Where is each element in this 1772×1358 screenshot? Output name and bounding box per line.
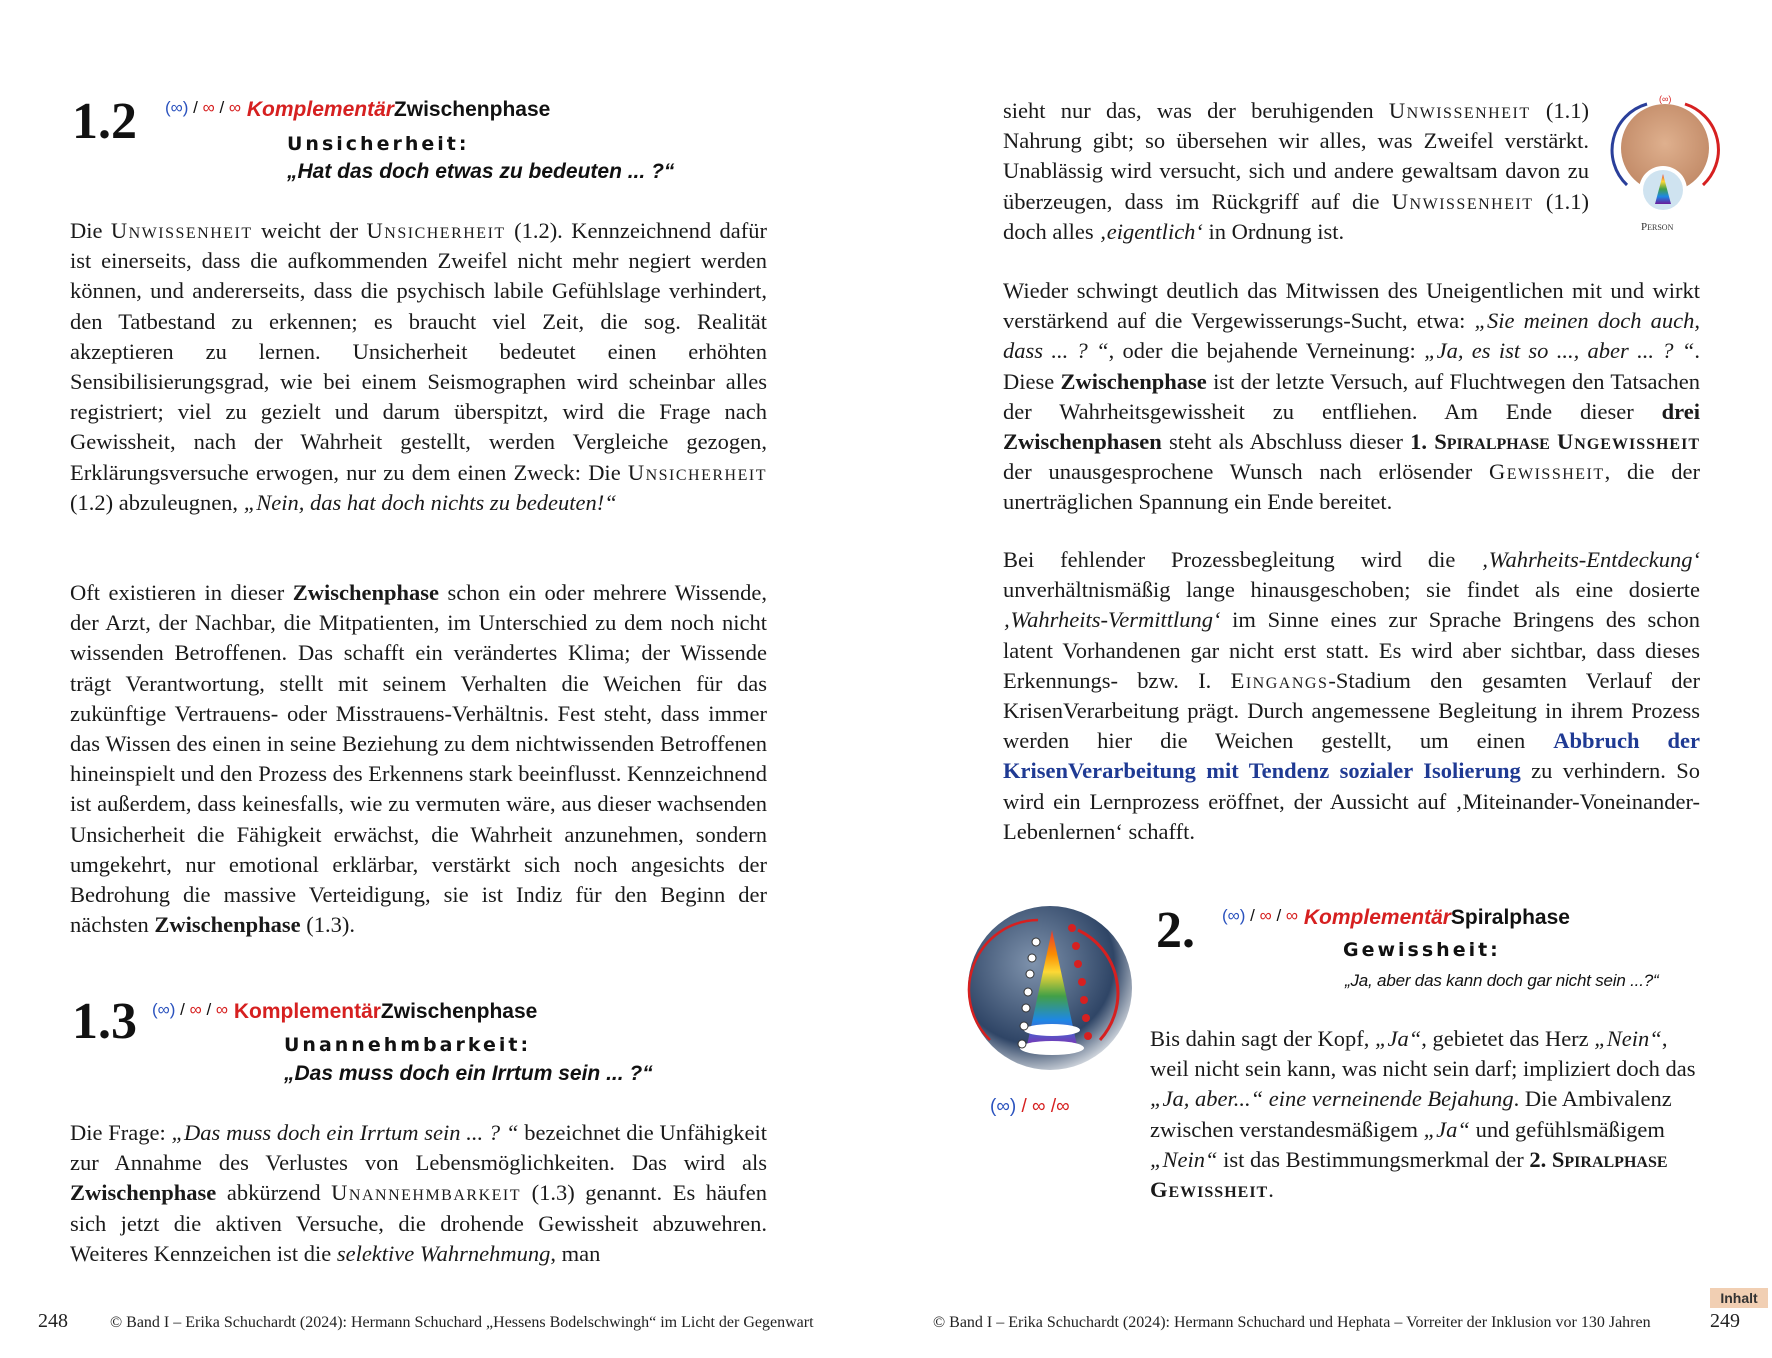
section-heading-line bbox=[1222, 906, 1570, 930]
table-of-contents-button[interactable]: Inhalt bbox=[1710, 1288, 1768, 1308]
komplementar-label: Komplementär bbox=[246, 98, 394, 121]
komplementar-label: Komplementär bbox=[233, 1000, 381, 1023]
person-spiral-icon bbox=[1605, 90, 1725, 240]
phase-question: „Das muss doch ein Irrtum sein ... ?“ bbox=[284, 1062, 653, 1085]
paragraph: sieht nur das, was der beruhigenden Unwissenheit (1.1) Nahrung gibt; so übersehen wir alles, was Zweifel verstärkt. Unablässig wird versucht, sich und andere gewaltsam davon zu überzeugen, dass im Rückgriff auf die Unwissenheit (1.1) doch alles ‚eigentlich‘ in Ordnung ist. bbox=[1003, 98, 1589, 244]
svg-text:(∞): (∞) bbox=[1659, 94, 1672, 104]
komplementar-label: Komplementär bbox=[1303, 906, 1451, 929]
phase-type-label: Zwischenphase bbox=[380, 1000, 538, 1023]
phase-type-label: Zwischenphase bbox=[393, 98, 551, 121]
phase-question: „Hat das doch etwas zu bedeuten ... ?“ bbox=[287, 160, 675, 183]
section-heading-line bbox=[165, 98, 550, 122]
paragraph: Bei fehlender Prozessbegleitung wird die ‚Wahrheits-Entdeckung‘ unverhältnismäßig lange hinausgeschoben; sie findet als eine dosierte ‚Wahrheits-Vermittlung‘ im Sinne eines zur Sprache Bringens des schon latent Vorhandenen gar nicht erst statt. Es wird aber sichtbar, dass dieses Erkennungs- bzw. I. Eingangs-Stadium den gesamten Verlauf der KrisenVerarbeitung prägt. Durch angemessene Begleitung in ihrem Prozess werden hier die Weichen gestellt, um einen Abbruch der KrisenVerarbeitung mit Tendenz sozialer Isolierung zu verhindern. So wird ein Lernprozess eröffnet, der Aussicht auf ‚Miteinander-Voneinander-Lebenlernen‘ schafft. bbox=[1003, 547, 1700, 844]
section-heading-line bbox=[152, 1000, 537, 1024]
section-number: 1.3 bbox=[72, 993, 137, 1050]
phase-title: Unannehmbarkeit: bbox=[284, 1034, 532, 1056]
section-number: 2. bbox=[1156, 902, 1195, 959]
infinity-symbols-icon: (∞) / ∞ / ∞ bbox=[165, 98, 242, 117]
phase-question: „Ja, aber das kann doch gar nicht sein ...?“ bbox=[1345, 971, 1659, 990]
spiral-globe-figure bbox=[960, 900, 1140, 1130]
footer-citation: © Band I – Erika Schuchardt (2024): Hermann Schuchard „Hessens Bodelschwingh“ im Licht der Gegenwart bbox=[110, 1314, 814, 1331]
paragraph: Wieder schwingt deutlich das Mitwissen des Uneigentlichen mit und wirkt verstärkend auf die Vergewisserungs-Sucht, etwa: „Sie meinen doch auch, dass ... ? “, oder die bejahende Verneinung: „Ja, es ist so ..., aber ... ? “. Diese Zwischenphase ist der letzte Versuch, auf Fluchtwegen den Tatsachen der Wahrheitsgewissheit zu entfliehen. Am Ende dieser drei Zwischenphasen steht als Abschluss dieser 1. Spiralphase Ungewissheit der unausgesprochene Wunsch nach erlösender Gewissheit, die der unerträglichen Spannung ein Ende bereitet. bbox=[1003, 278, 1701, 515]
highlight-link-text: Abbruch der KrisenVerarbeitung mit Tendenz sozialer Isolierung bbox=[1003, 728, 1700, 784]
infinity-symbols-icon: (∞) / ∞ / ∞ bbox=[1222, 906, 1299, 925]
page-number: 249 bbox=[1710, 1310, 1740, 1332]
phase-title: Unsicherheit: bbox=[287, 133, 470, 155]
paragraph: Die Unwissenheit weicht der Unsicherheit (1.2). Kennzeichnend dafür ist einerseits, dass die aufkommenden Zweifel nicht mehr negiert werden können, und andererseits, dass die psychisch labile Gefühlslage verhindert, den Tatbestand zu erkennen; es braucht viel Zeit, die sog. Realität akzeptieren zu lernen. Unsicherheit bedeutet einen erhöhten Sensibilisierungsgrad, wie bei einem Seismographen wird scheinbar alles registriert; viel zu gezielt und darum überspitzt, wird die Frage nach Gewissheit, nach der Wahrheit gestellt, werden Vergleiche gezogen, Erklärungsversuche erwogen, nur zu dem einen Zweck: Die Unsicherheit (1.2) abzuleugnen, „Nein, das hat doch nichts zu bedeuten!“ bbox=[70, 218, 767, 515]
phase-type-label: Spiralphase bbox=[1450, 906, 1570, 929]
person-figure bbox=[1605, 90, 1725, 240]
spiral-globe-icon bbox=[960, 900, 1140, 1130]
svg-text:(∞) / ∞ /∞: (∞) / ∞ /∞ bbox=[990, 1096, 1070, 1117]
section-number: 1.2 bbox=[72, 93, 137, 150]
svg-text:Person: Person bbox=[1641, 221, 1674, 233]
paragraph: Oft existieren in dieser Zwischenphase schon ein oder mehrere Wissende, der Arzt, der Nachbar, die Mitpatienten, im Unterschied zu dem noch nicht wissenden Betroffenen. Das schafft ein verändertes Klima; der Wissende trägt Verantwortung, stellt mit seinem Verhalten die Weichen für das zukünftige Vertrauens- oder Misstrauens-Verhältnis. Fest steht, dass immer das Wissen des einen in seine Beziehung zu dem nichtwissenden Betroffenen hineinspielt und den Prozess des Erkennens stark beeinflusst. Kennzeichnend ist außerdem, dass keinesfalls, wie zu vermuten wäre, aus dieser wachsenden Unsicherheit die Fähigkeit erwächst, die Wahrheit anzunehmen, sondern umgekehrt, nur emotional erklärbar, verstärkt sich noch angesichts der Bedrohung die massive Verteidigung, sie ist Indiz für den Beginn der nächsten Zwischenphase (1.3). bbox=[70, 580, 767, 938]
infinity-symbols-icon: (∞) / ∞ / ∞ bbox=[152, 1000, 229, 1019]
phase-title: Gewissheit: bbox=[1343, 939, 1501, 961]
footer-citation: © Band I – Erika Schuchardt (2024): Hermann Schuchard und Hephata – Vorreiter der Inklusion vor 130 Jahren bbox=[933, 1314, 1651, 1331]
page-number: 248 bbox=[38, 1310, 68, 1332]
paragraph: Die Frage: „Das muss doch ein Irrtum sein ... ? “ bezeichnet die Unfähigkeit zur Annahme des Verlustes von Lebensmöglichkeiten. Das wird als Zwischenphase abkürzend Unannehmbarkeit (1.3) genannt. Es häufen sich jetzt die aktiven Versuche, die drohende Gewissheit abzuwehren. Weiteres Kennzeichen ist die selektive Wahrnehmung, man bbox=[70, 1120, 767, 1266]
paragraph: Bis dahin sagt der Kopf, „Ja“, gebietet das Herz „Nein“, weil nicht sein kann, was nicht sein darf; impliziert doch das „Ja, aber...“ eine verneinende Bejahung. Die Ambivalenz zwischen verstandesmäßigem „Ja“ und gefühlsmäßigem „Nein“ ist das Bestimmungsmerkmal der 2. Spiralphase Gewissheit. bbox=[1150, 1026, 1696, 1203]
